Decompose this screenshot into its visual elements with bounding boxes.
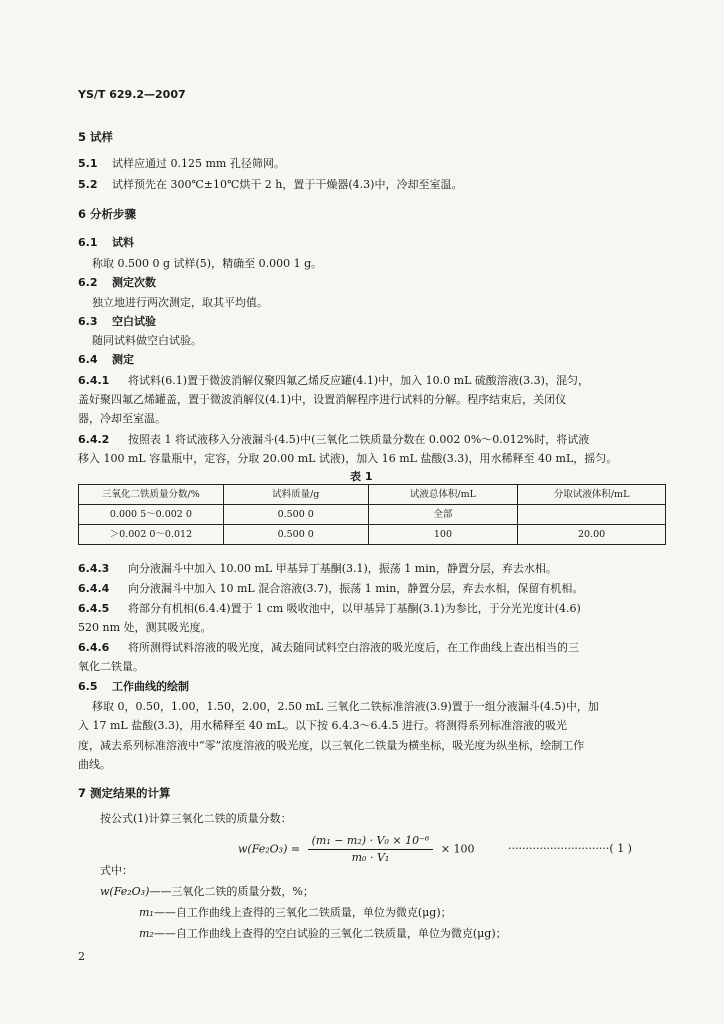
definition-symbol: m₂ — [139, 927, 154, 940]
page-number: 2 — [78, 950, 85, 963]
clause-6-4-6-line-2: 氧化二铁量。 — [78, 660, 144, 673]
clause-number: 6.4.5 — [78, 602, 110, 615]
clause-text: 将试料(6.1)置于微波消解仪聚四氟乙烯反应罐(4.1)中，加入 10.0 mL 硫酸溶液(3.3)，混匀， — [128, 374, 589, 387]
table-cell: 0.000 5～0.002 0 — [79, 505, 224, 525]
section-7-title: 7 测定结果的计算 — [78, 786, 171, 800]
clause-6-4-1-line-2: 盖好聚四氟乙烯罐盖，置于微波消解仪(4.1)中，设置消解程序进行试料的分解。程序结束后，关闭仪 — [78, 393, 567, 406]
definition-symbol: m₁ — [139, 906, 154, 919]
clause-number: 6.4 — [78, 353, 98, 366]
table-header-cell: 三氧化二铁质量分数/% — [79, 485, 224, 505]
definition-text: ——自工作曲线上查得的空白试验的三氧化二铁质量，单位为微克(μg)； — [153, 927, 507, 940]
clause-6-3-text: 随同试料做空白试验。 — [92, 334, 202, 347]
table-cell: 全部 — [368, 505, 518, 525]
table-1-title: 表 1 — [350, 470, 373, 483]
clause-number: 6.4.6 — [78, 641, 110, 654]
clause-number: 6.4.2 — [78, 433, 110, 446]
clause-5-2 — [78, 178, 462, 192]
section-6-title: 6 分析步骤 — [78, 207, 137, 221]
clause-number: 6.2 — [78, 276, 98, 289]
clause-number: 6.4.4 — [78, 582, 110, 595]
definition-symbol: w(Fe₂O₃) — [100, 885, 150, 898]
formula-lhs: w(Fe₂O₃) = — [238, 842, 301, 856]
clause-6-1-heading — [78, 236, 134, 250]
clause-text: 试样预先在 300℃±10℃烘干 2 h，置于干燥器(4.3)中，冷却至室温。 — [112, 178, 463, 191]
clause-6-5-line-1: 移取 0，0.50，1.00，1.50，2.00，2.50 mL 三氧化二铁标准溶液(3.9)置于一组分液漏斗(4.5)中，加 — [92, 700, 599, 713]
clause-number: 5.2 — [78, 178, 98, 191]
definition-m1 — [139, 906, 452, 920]
clause-6-4-1-line-1 — [78, 374, 589, 388]
clause-6-4-5-line-2: 520 nm 处，测其吸光度。 — [78, 621, 212, 634]
formula-denominator: m₀ · V₁ — [351, 850, 390, 864]
clause-title: 测定 — [112, 353, 134, 366]
clause-6-4-heading — [78, 353, 134, 367]
clause-6-5-line-2: 入 17 mL 盐酸(3.3)，用水稀释至 40 mL。以下按 6.4.3～6.4.5 进行。将测得系列标准溶液的吸光 — [78, 719, 567, 732]
table-cell: ＞0.002 0～0.012 — [79, 525, 224, 545]
formula-intro: 按公式(1)计算三氧化二铁的质量分数： — [100, 812, 292, 825]
formula-tail: × 100 — [440, 842, 475, 856]
clause-text: 试样应通过 0.125 mm 孔径筛网。 — [112, 157, 285, 170]
clause-6-4-2-line-1 — [78, 433, 589, 447]
clause-6-3-heading — [78, 315, 156, 329]
clause-6-4-2-line-2: 移入 100 mL 容量瓶中，定容，分取 20.00 mL 试液)，加入 16 mL 盐酸(3.3)，用水稀释至 40 mL，摇匀。 — [78, 452, 618, 465]
formula-fraction — [308, 834, 434, 865]
clause-text: 将部分有机相(6.4.4)置于 1 cm 吸收池中，以甲基异丁基酮(3.1)为参比，于分光光度计(4.6) — [128, 602, 581, 615]
table-header-cell: 试料质量/g — [223, 485, 368, 505]
definition-w — [100, 885, 314, 899]
formula-numerator: (m₁ − m₂) · V₀ × 10⁻⁶ — [308, 834, 434, 850]
table-header-cell: 试液总体积/mL — [368, 485, 518, 505]
definition-text: ——自工作曲线上查得的三氧化二铁质量，单位为微克(μg)； — [153, 906, 452, 919]
definition-text: ——三氧化二铁的质量分数，%； — [149, 885, 314, 898]
clause-6-1-text: 称取 0.500 0 g 试样(5)，精确至 0.000 1 g。 — [92, 257, 323, 270]
clause-6-2-heading — [78, 276, 156, 290]
section-5-title: 5 试样 — [78, 130, 114, 144]
standard-code: YS/T 629.2—2007 — [78, 88, 186, 101]
clause-6-5-line-3: 度，减去系列标准溶液中“零”浓度溶液的吸光度，以三氧化二铁量为横坐标，吸光度为纵坐标，绘制工作 — [78, 739, 585, 752]
clause-6-2-text: 独立地进行两次测定，取其平均值。 — [92, 296, 268, 309]
clause-title: 工作曲线的绘制 — [112, 680, 189, 693]
table-cell: 100 — [368, 525, 518, 545]
table-header-cell: 分取试液体积/mL — [518, 485, 666, 505]
clause-6-4-3 — [78, 562, 557, 576]
table-cell: 20.00 — [518, 525, 666, 545]
clause-text: 向分液漏斗中加入 10.00 mL 甲基异丁基酮(3.1)，振荡 1 min，静置分层，弃去水相。 — [128, 562, 557, 575]
clause-title: 空白试验 — [112, 315, 156, 328]
clause-6-4-5-line-1 — [78, 602, 581, 616]
table-cell: 0.500 0 — [223, 525, 368, 545]
clause-number: 6.5 — [78, 680, 98, 693]
clause-number: 6.4.3 — [78, 562, 110, 575]
clause-6-5-heading — [78, 680, 189, 694]
where-label: 式中： — [100, 864, 133, 877]
clause-6-4-1-line-3: 器，冷却至室温。 — [78, 412, 166, 425]
formula-1 — [238, 834, 475, 865]
formula-number: ·····························( 1 ) — [508, 842, 632, 855]
clause-text: 向分液漏斗中加入 10 mL 混合溶液(3.7)，振荡 1 min，静置分层，弃去水相，保留有机相。 — [128, 582, 584, 595]
clause-title: 试料 — [112, 236, 134, 249]
clause-title: 测定次数 — [112, 276, 156, 289]
clause-text: 按照表 1 将试液移入分液漏斗(4.5)中(三氧化二铁质量分数在 0.002 0%～0.012%时，将试液 — [128, 433, 590, 446]
clause-5-1 — [78, 157, 285, 171]
table-cell: 0.500 0 — [223, 505, 368, 525]
clause-number: 6.4.1 — [78, 374, 110, 387]
clause-6-4-4 — [78, 582, 583, 596]
table-row — [79, 525, 666, 545]
clause-number: 5.1 — [78, 157, 98, 170]
clause-text: 将所测得试料溶液的吸光度，减去随同试料空白溶液的吸光度后，在工作曲线上查出相当的三 — [128, 641, 579, 654]
table-header-row — [79, 485, 666, 505]
clause-number: 6.1 — [78, 236, 98, 249]
table-cell — [518, 505, 666, 525]
table-row — [79, 505, 666, 525]
table-1 — [78, 484, 666, 545]
definition-m2 — [139, 927, 507, 941]
clause-6-5-line-4: 曲线。 — [78, 758, 111, 771]
clause-number: 6.3 — [78, 315, 98, 328]
clause-6-4-6-line-1 — [78, 641, 579, 655]
